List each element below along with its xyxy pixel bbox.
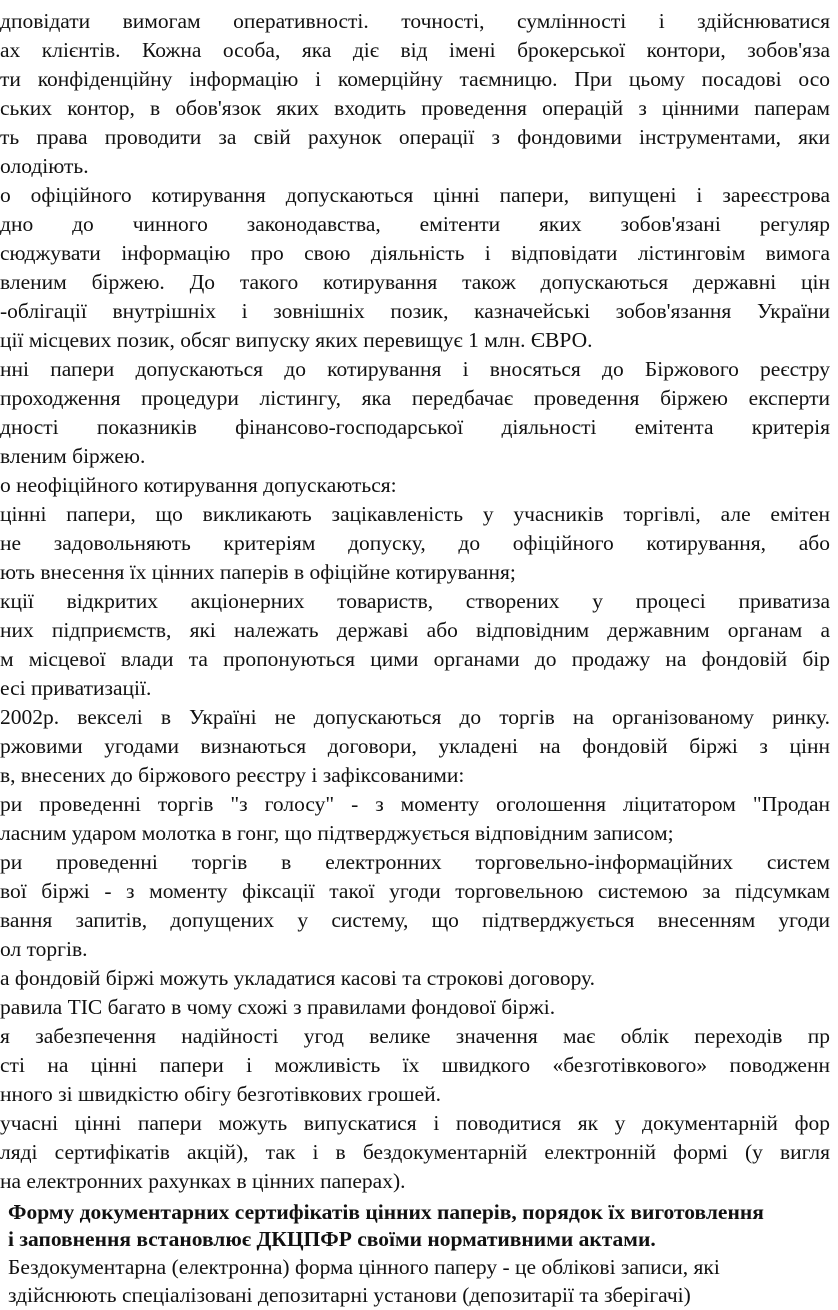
text-line: нні папери допускаються до котирування і вносяться до Біржового реєстру	[0, 357, 830, 381]
text-line: в, внесених до біржового реєстру і зафіксованими:	[0, 763, 465, 787]
text-line: а фондовій біржі можуть укладатися касові та строкові договору.	[0, 966, 596, 990]
text-line: равила ТІС багато в чому схожі з правилами фондової біржі.	[0, 995, 556, 1019]
text-line: дно до чинного законодавства, емітенти яких зобов'язані регуляр	[0, 212, 830, 236]
text-line: ри проведенні торгів "з голосу" - з моменту оголошення ліцитатором "Продан	[0, 792, 830, 816]
text-line: ри проведенні торгів в електронних торговельно-інформаційних систем	[0, 850, 830, 874]
text-line: них підприємств, які належать державі або відповідним державним органам а	[0, 618, 830, 642]
text-line: ти конфіденційну інформацію і комерційну таємницю. При цьому посадові осо	[0, 67, 830, 91]
text-line: ласним ударом молотка в гонг, що підтверджується відповідним записом;	[0, 821, 674, 845]
text-line: ах клієнтів. Кожна особа, яка діє від імені брокерської контори, зобов'яза	[0, 38, 830, 62]
bold-text-line: Форму документарних сертифікатів цінних паперів, порядок їх виготовлення	[8, 1200, 764, 1224]
text-line: о офіційного котирування допускаються цінні папери, випущені і зареєстрова	[0, 183, 830, 207]
text-line: кції відкритих акціонерних товариств, створених у процесі приватиза	[0, 589, 830, 613]
text-line: вання запитів, допущених у систему, що підтверджується внесенням угоди	[0, 908, 830, 932]
text-line: ських контор, в обов'язок яких входить проведення операцій з цінними паперам	[0, 96, 830, 120]
text-line: учасні цінні папери можуть випускатися і поводитися як у документарній фор	[0, 1111, 830, 1135]
text-line: нного зі швидкістю обігу безготівкових грошей.	[0, 1082, 441, 1106]
text-line: вої біржі - з моменту фіксації такої угоди торговельною системою за підсумкам	[0, 879, 830, 903]
text-line: дповідати вимогам оперативності. точності, сумлінності і здійснюватися	[0, 9, 830, 33]
text-line: ол торгів.	[0, 937, 88, 961]
bold-text-line: і заповнення встановлює ДКЦПФР своїми нормативними актами.	[8, 1227, 656, 1251]
text-line: вленим біржею.	[0, 444, 146, 468]
text-line: ють внесення їх цінних паперів в офіційне котирування;	[0, 560, 516, 584]
text-line: -облігації внутрішніх і зовнішніх позик, казначейські зобов'язання України	[0, 299, 830, 323]
text-line: сюджувати інформацію про свою діяльність і відповідати лістинговім вимога	[0, 241, 830, 265]
text-line: олодіють.	[0, 154, 89, 178]
text-line: проходження процедури лістингу, яка передбачає проведення біржею експерти	[0, 386, 830, 410]
text-line: Бездокументарна (електронна) форма цінного паперу - це облікові записи, які	[8, 1255, 720, 1279]
text-line: вленим біржею. До такого котирування також допускаються державні цін	[0, 270, 830, 294]
text-line: ржовими угодами визнаються договори, укладені на фондовій біржі з цінн	[0, 734, 830, 758]
text-line: здійснюють спеціалізовані депозитарні установи (депозитарії та зберігачі)	[8, 1283, 691, 1307]
text-line: ляді сертифікатів акцій), так і в бездокументарній електронній формі (у вигля	[0, 1140, 830, 1164]
text-line: цінні папери, що викликають зацікавленість у учасників торгівлі, але емітен	[0, 502, 830, 526]
text-line: я забезпечення надійності угод велике значення має облік переходів пр	[0, 1024, 830, 1048]
text-line: не задовольняють критеріям допуску, до офіційного котирування, або	[0, 531, 830, 555]
text-line: ції місцевих позик, обсяг випуску яких перевищує 1 млн. ЄВРО.	[0, 328, 593, 352]
text-line: дності показників фінансово-господарської діяльності емітента критерія	[0, 415, 830, 439]
text-line: есі приватизації.	[0, 676, 152, 700]
text-line: о неофіційного котирування допускаються:	[0, 473, 397, 497]
text-line: сті на цінні папери і можливість їх швидкого «безготівкового» поводженн	[0, 1053, 830, 1077]
text-line: на електронних рахунках в цінних паперах).	[0, 1169, 406, 1193]
text-line: ть права проводити за свій рахунок операції з фондовими інструментами, яки	[0, 125, 830, 149]
text-line: 2002р. векселі в Україні не допускаються до торгів на організованому ринку.	[0, 705, 830, 729]
text-line: м місцевої влади та пропонуються цими органами до продажу на фондовій бір	[0, 647, 830, 671]
